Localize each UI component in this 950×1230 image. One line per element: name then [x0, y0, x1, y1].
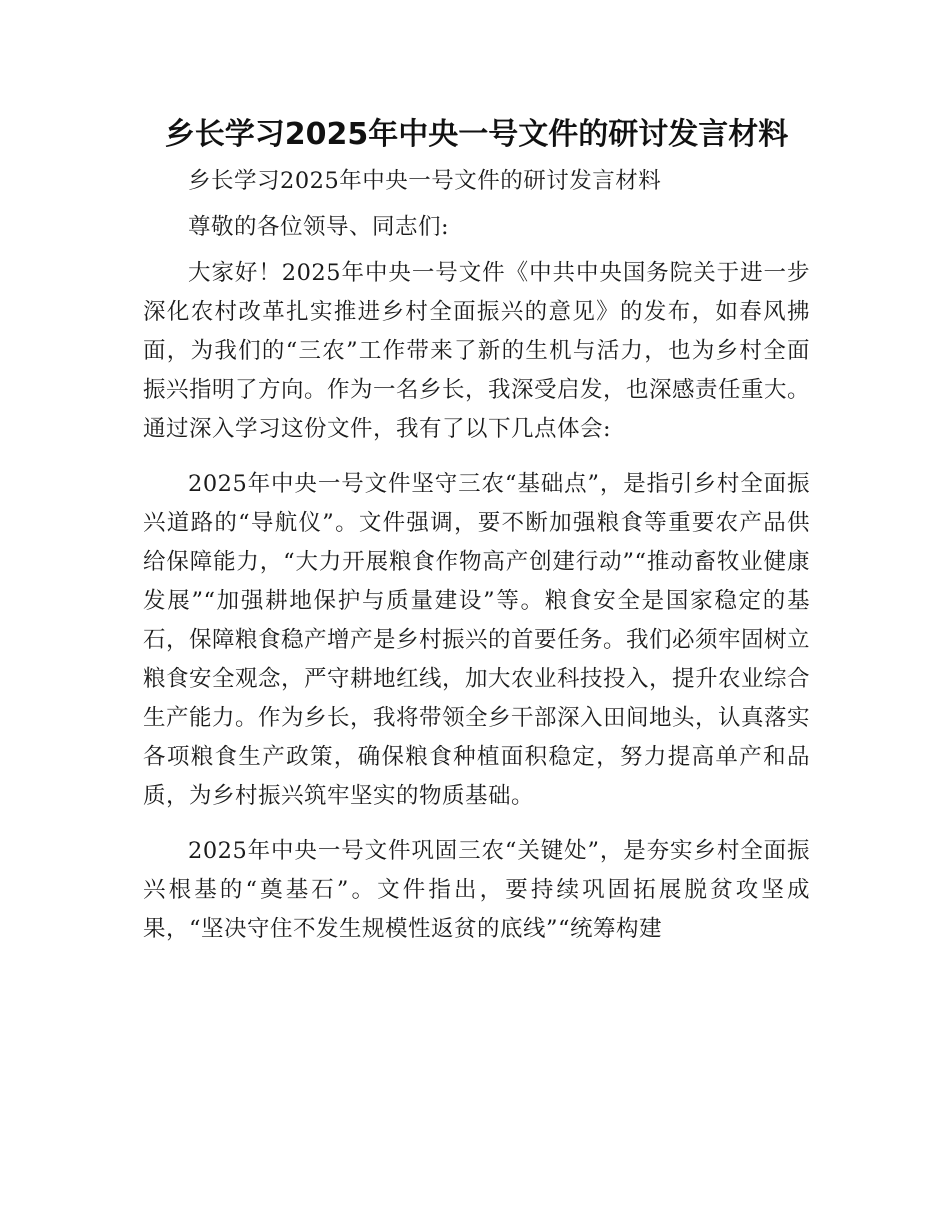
document-title: 乡长学习2025年中央一号文件的研讨发言材料: [164, 117, 789, 152]
body-paragraph-poverty-alleviation: 2025年中央一号文件巩固三农“关键处”，是夯实乡村全面振兴根基的“奠基石”。文件指出，要持续巩固拓展脱贫攻坚成果，“坚决守住不发生规模性返贫的底线”“统筹构建: [143, 838, 810, 942]
body-paragraph-grain-security: 2025年中央一号文件坚守三农“基础点”，是指引乡村全面振兴道路的“导航仪”。文件强调，要不断加强粮食等重要农产品供给保障能力，“大力开展粮食作物高产创建行动”“推动畜牧业健康发展”“加强耕地保护与质量建设”等。粮食安全是国家稳定的基石，保障粮食稳产增产是乡村振兴的首要任务。我们必须牢固树立粮食安全观念，严守耕地红线，加大农业科技投入，提升农业综合生产能力。作为乡长，我将带领全乡干部深入田间地头，认真落实各项粮食生产政策，确保粮食种植面积稳定，努力提高单产和品质，为乡村振兴筑牢坚实的物质基础。: [143, 471, 811, 809]
salutation-paragraph: 尊敬的各位领导、同志们:: [188, 214, 450, 240]
subtitle-paragraph: 乡长学习2025年中央一号文件的研讨发言材料: [188, 168, 662, 194]
document-body: [143, 162, 810, 949]
intro-paragraph: 大家好！2025年中央一号文件《中共中央国务院关于进一步深化农村改革扎实推进乡村全面振兴的意见》的发布，如春风拂面，为我们的“三农”工作带来了新的生机与活力，也为乡村全面振兴指明了方向。作为一名乡长，我深受启发，也深感责任重大。通过深入学习这份文件，我有了以下几点体会:: [143, 260, 811, 442]
